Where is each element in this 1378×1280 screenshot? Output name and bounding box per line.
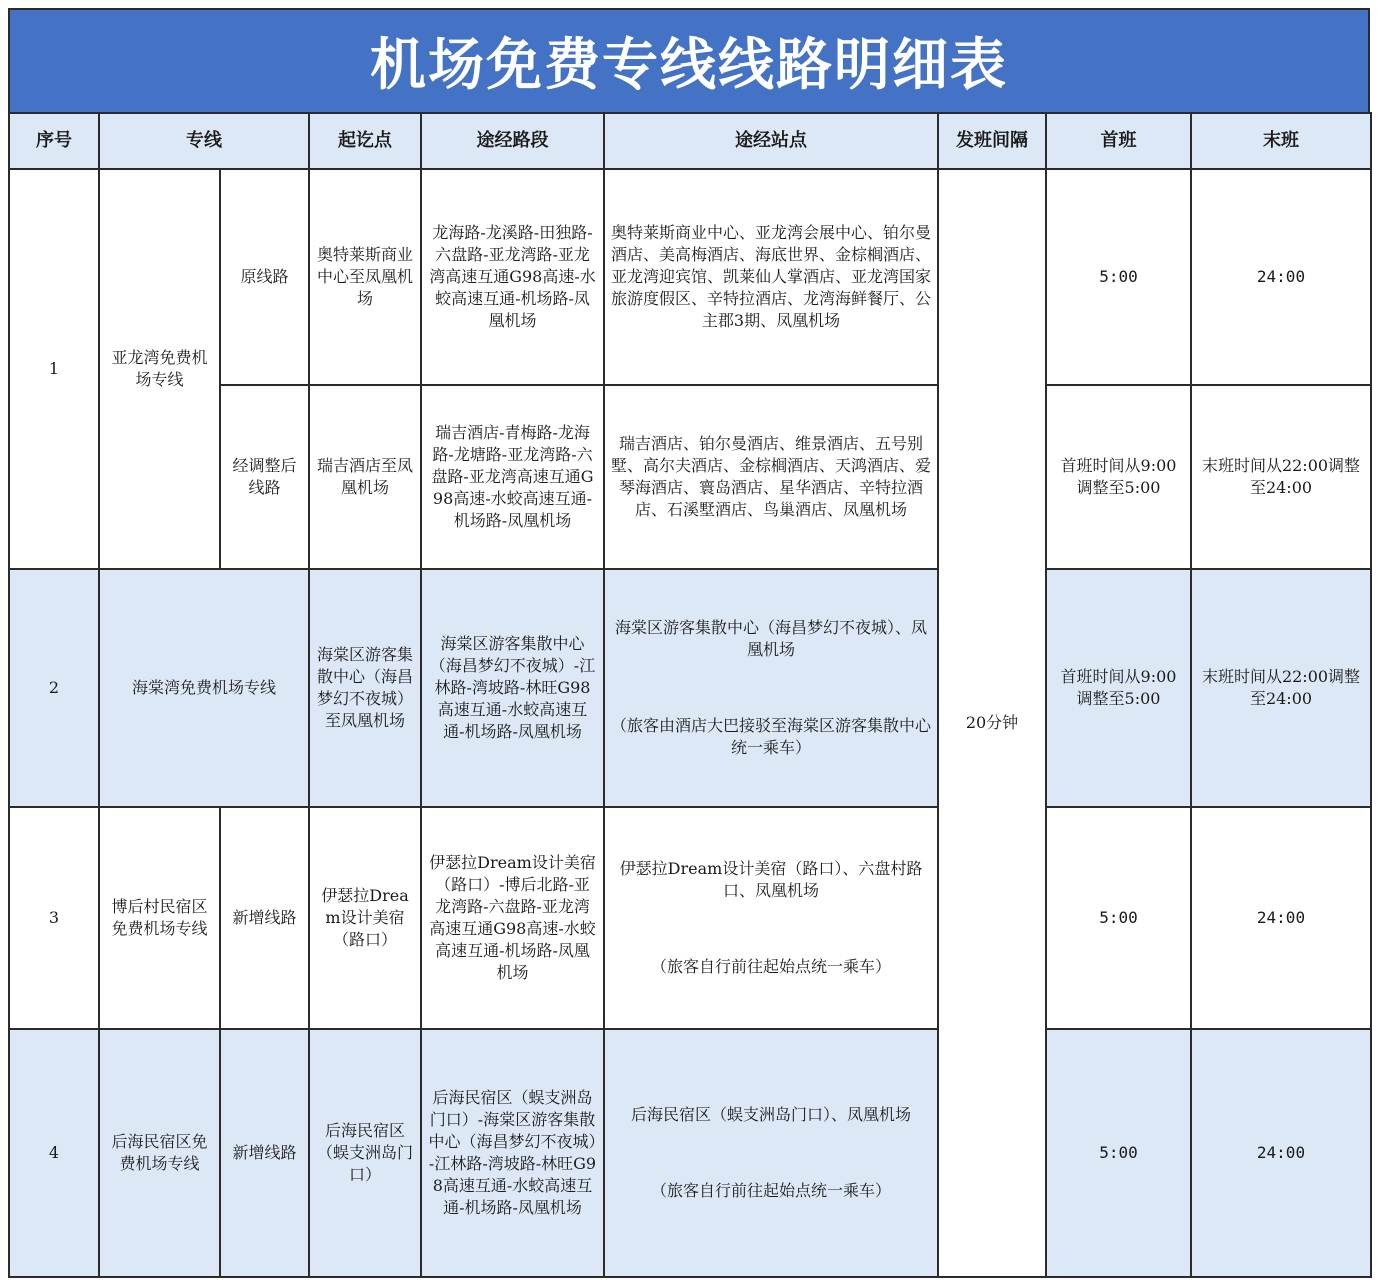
route-table bbox=[8, 112, 1372, 1278]
stops-note: （旅客自行前往起始点统一乘车） bbox=[650, 957, 891, 976]
stops-text: 海棠区游客集散中心（海昌梦幻不夜城）、凤凰机场 bbox=[614, 618, 927, 659]
line-cell: 亚龙湾免费机场专线 bbox=[99, 169, 220, 569]
last-cell: 24:00 bbox=[1191, 1029, 1371, 1277]
header-line: 专线 bbox=[99, 113, 309, 169]
stops-cell bbox=[604, 807, 938, 1029]
variant-cell: 经调整后线路 bbox=[220, 385, 309, 569]
seq-cell: 2 bbox=[9, 569, 99, 807]
endpoints-cell: 后海民宿区（蜈支洲岛门口） bbox=[309, 1029, 421, 1277]
endpoints-cell: 瑞吉酒店至凤凰机场 bbox=[309, 385, 421, 569]
endpoints-cell: 伊瑟拉Dream设计美宿（路口） bbox=[309, 807, 421, 1029]
header-interval: 发班间隔 bbox=[938, 113, 1046, 169]
roads-cell: 龙海路-龙溪路-田独路-六盘路-亚龙湾路-亚龙湾高速互通G98高速-水蛟高速互通-机场路-凤凰机场 bbox=[421, 169, 604, 385]
header-roads: 途经路段 bbox=[421, 113, 604, 169]
first-cell: 5:00 bbox=[1046, 807, 1191, 1029]
route-table-container bbox=[8, 8, 1370, 1278]
variant-cell: 新增线路 bbox=[220, 807, 309, 1029]
variant-cell: 原线路 bbox=[220, 169, 309, 385]
endpoints-cell: 海棠区游客集散中心（海昌梦幻不夜城）至凤凰机场 bbox=[309, 569, 421, 807]
roads-cell: 伊瑟拉Dream设计美宿（路口）-博后北路-亚龙湾路-六盘路-亚龙湾高速互通G98高速-水蛟高速互通-机场路-凤凰机场 bbox=[421, 807, 604, 1029]
stops-text: 后海民宿区（蜈支洲岛门口）、凤凰机场 bbox=[630, 1105, 911, 1124]
header-seq: 序号 bbox=[9, 113, 99, 169]
header-last: 末班 bbox=[1191, 113, 1371, 169]
table-row bbox=[9, 169, 1371, 385]
line-cell: 博后村民宿区免费机场专线 bbox=[99, 807, 220, 1029]
table-row bbox=[9, 807, 1371, 1029]
page-title: 机场免费专线线路明细表 bbox=[8, 8, 1370, 112]
first-cell: 首班时间从9:00调整至5:00 bbox=[1046, 569, 1191, 807]
line-cell: 后海民宿区免费机场专线 bbox=[99, 1029, 220, 1277]
interval-cell: 20分钟 bbox=[938, 169, 1046, 1277]
endpoints-cell: 奥特莱斯商业中心至凤凰机场 bbox=[309, 169, 421, 385]
first-cell: 5:00 bbox=[1046, 169, 1191, 385]
header-first: 首班 bbox=[1046, 113, 1191, 169]
last-cell: 24:00 bbox=[1191, 807, 1371, 1029]
last-cell: 末班时间从22:00调整至24:00 bbox=[1191, 569, 1371, 807]
stops-cell: 奥特莱斯商业中心、亚龙湾会展中心、铂尔曼酒店、美高梅酒店、海底世界、金棕榈酒店、亚龙湾迎宾馆、凯莱仙人掌酒店、亚龙湾国家旅游度假区、辛特拉酒店、龙湾海鲜餐厅、公主郡3期、凤凰机场 bbox=[604, 169, 938, 385]
table-row bbox=[9, 1029, 1371, 1277]
header-stops: 途经站点 bbox=[604, 113, 938, 169]
header-row bbox=[9, 113, 1371, 169]
line-cell: 海棠湾免费机场专线 bbox=[99, 569, 309, 807]
stops-cell bbox=[604, 1029, 938, 1277]
last-cell: 末班时间从22:00调整至24:00 bbox=[1191, 385, 1371, 569]
seq-cell: 1 bbox=[9, 169, 99, 569]
stops-note: （旅客自行前往起始点统一乘车） bbox=[650, 1181, 891, 1200]
roads-cell: 海棠区游客集散中心（海昌梦幻不夜城）-江林路-湾坡路-林旺G98高速互通-水蛟高速互通-机场路-凤凰机场 bbox=[421, 569, 604, 807]
variant-cell: 新增线路 bbox=[220, 1029, 309, 1277]
first-cell: 首班时间从9:00调整至5:00 bbox=[1046, 385, 1191, 569]
roads-cell: 瑞吉酒店-青梅路-龙海路-龙塘路-亚龙湾路-六盘路-亚龙湾高速互通G98高速-水蛟高速互通-机场路-凤凰机场 bbox=[421, 385, 604, 569]
roads-cell: 后海民宿区（蜈支洲岛门口）-海棠区游客集散中心（海昌梦幻不夜城）-江林路-湾坡路-林旺G98高速互通-水蛟高速互通-机场路-凤凰机场 bbox=[421, 1029, 604, 1277]
stops-cell: 瑞吉酒店、铂尔曼酒店、维景酒店、五号别墅、高尔夫酒店、金棕榈酒店、天鸿酒店、爱琴海酒店、寰岛酒店、星华酒店、辛特拉酒店、石溪墅酒店、鸟巢酒店、凤凰机场 bbox=[604, 385, 938, 569]
header-endpoints: 起讫点 bbox=[309, 113, 421, 169]
stops-text: 伊瑟拉Dream设计美宿（路口）、六盘村路口、凤凰机场 bbox=[619, 859, 923, 900]
table-row bbox=[9, 569, 1371, 807]
seq-cell: 4 bbox=[9, 1029, 99, 1277]
stops-note: （旅客由酒店大巴接驳至海棠区游客集散中心统一乘车） bbox=[611, 716, 932, 757]
stops-cell bbox=[604, 569, 938, 807]
seq-cell: 3 bbox=[9, 807, 99, 1029]
first-cell: 5:00 bbox=[1046, 1029, 1191, 1277]
last-cell: 24:00 bbox=[1191, 169, 1371, 385]
